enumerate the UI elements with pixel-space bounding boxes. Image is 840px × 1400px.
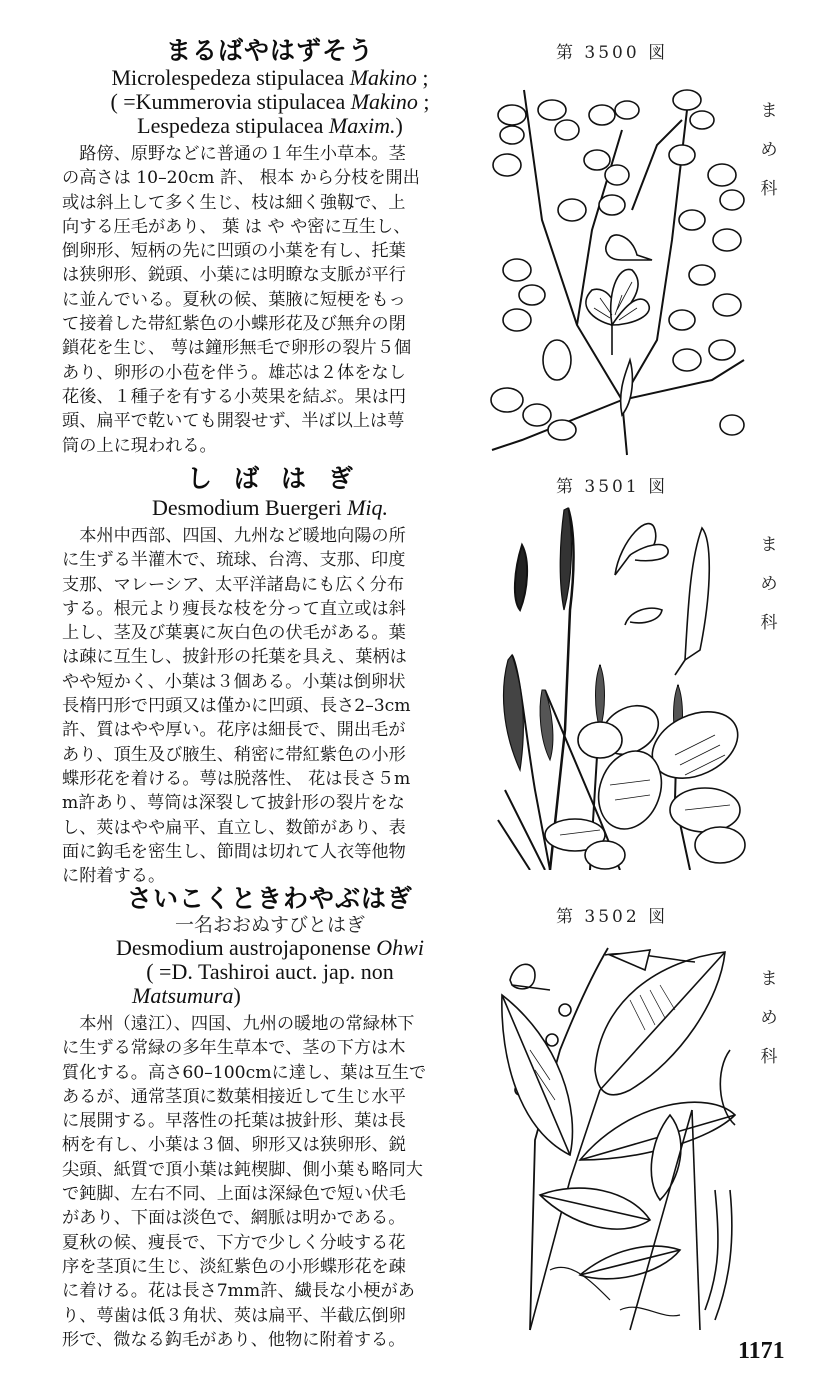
scientific-name-line xyxy=(62,936,478,960)
description-line: 面に鈎毛を密生し、節間は切れて人衣等他物 xyxy=(62,841,406,862)
description-line: 鎖花を生じ、 萼は鐘形無毛で卵形の裂片５個 xyxy=(62,338,412,359)
sci-suffix: ; xyxy=(416,65,429,90)
description-line: 夏秋の候、痩長で、下方で少しく分岐する花 xyxy=(62,1232,406,1253)
sci-roman: Desmodium Buergeri xyxy=(151,495,348,520)
description-line: 蝶形花を着ける。萼は脱落性、 花は長さ５m xyxy=(62,768,411,789)
figure-label-3500: 第 3500 図 xyxy=(556,43,669,63)
description-line: に附着する。 xyxy=(62,866,166,887)
description-line: 長楕円形で円頭又は僅かに凹頭、長さ2–3cm xyxy=(62,696,411,717)
description-line: 頭、扁平で乾いても開裂せず、半ば以上は萼 xyxy=(62,411,405,432)
scientific-name-line xyxy=(62,66,478,90)
description xyxy=(62,142,478,458)
sci-roman: Desmodium austrojaponense xyxy=(116,935,377,960)
family-label-char: め xyxy=(760,574,778,594)
scientific-name-line xyxy=(62,114,478,138)
family-label-char: ま xyxy=(760,969,778,989)
description-line: 支那、マレーシア、太平洋諸島にも広く分布 xyxy=(62,574,405,595)
description-line: 上し、茎及び葉裏に灰白色の伏毛がある。葉 xyxy=(62,623,406,644)
description-line: に並んでいる。夏秋の候、葉腋に短梗をもっ xyxy=(62,289,406,310)
scientific-name-line xyxy=(62,496,478,520)
description-line: やや短かく、小葉は３個ある。小葉は倒卵状 xyxy=(62,671,406,692)
family-label-char: 科 xyxy=(760,179,778,199)
description-line: あり、頂生及び腋生、稍密に帯紅紫色の小形 xyxy=(62,744,406,765)
description-line: m許あり、萼筒は深裂して披針形の裂片をな xyxy=(62,793,405,814)
description-line: り、萼歯は低３角状、莢は扁平、半截広倒卵 xyxy=(62,1305,406,1326)
description-line: に生ずる半灌木で、琉球、台湾、支那、印度 xyxy=(62,550,406,571)
figure-label-3502: 第 3502 図 xyxy=(556,907,669,927)
scientific-name-line xyxy=(62,960,478,984)
sci-author: Makino xyxy=(350,89,418,114)
description-line: 路傍、原野などに普通の１年生小草本。茎 xyxy=(62,144,406,164)
description-line: に着ける。花は長さ7mm許、繊長な小梗があ xyxy=(62,1281,415,1302)
description-line: 花後、１種子を有する小莢果を結ぶ。果は円 xyxy=(62,386,407,407)
japanese-name: まるばやはずそう xyxy=(165,36,374,65)
description-line: 許、質はやや厚い。花序は細長で、開出毛が xyxy=(62,720,406,741)
family-label-char: め xyxy=(760,140,778,160)
sci-author: Makino xyxy=(349,65,417,90)
entry-3500 xyxy=(62,36,478,458)
description-line: は狭卵形、鋭頭、小葉には明瞭な支脈が平行 xyxy=(62,265,406,286)
description-line: 本州（遠江）、四国、九州の暖地の常緑林下 xyxy=(62,1014,415,1034)
description-line: 向する圧毛があり、 葉 は や や密に互生し、 xyxy=(62,216,411,237)
sci-roman: Lespedeza stipulacea xyxy=(137,113,329,138)
description-line: て接着した帯紅紫色の小蝶形花及び無弁の閉 xyxy=(62,314,406,335)
sci-suffix: ; xyxy=(417,89,430,114)
alternate-name: 一名おおぬすびとはぎ xyxy=(174,914,365,936)
description xyxy=(62,524,478,888)
scientific-name-line xyxy=(62,90,478,114)
description-line: あり、卵形の小苞を伴う。雄芯は２体をなし xyxy=(62,362,406,383)
family-label-char: 科 xyxy=(760,613,778,633)
description-line: 或は斜上して多く生じ、枝は細く強靱で、上 xyxy=(62,192,406,213)
description-line: があり、下面は淡色で、網脈は明かである。 xyxy=(62,1208,406,1229)
sci-author: Maxim. xyxy=(328,113,396,138)
figure-label-3501: 第 3501 図 xyxy=(556,477,669,497)
description-line: に生ずる常緑の多年生草本で、茎の下方は木 xyxy=(62,1038,406,1059)
description-line: 尖頭、紙質で頂小葉は鈍楔脚、側小葉も略同大 xyxy=(62,1159,423,1180)
sci-suffix: ) xyxy=(395,113,403,138)
sci-roman: ( =Kummerovia stipulacea xyxy=(110,89,351,114)
sci-roman: ( =D. Tashiroi auct. jap. non xyxy=(146,959,394,984)
sci-author: Matsumura xyxy=(132,983,234,1008)
plant-illustration-3500 xyxy=(482,70,762,460)
family-label-char: め xyxy=(760,1008,778,1028)
description-line: し、莢はやや扁平、直立し、数節があり、表 xyxy=(62,817,406,838)
description-line: は疎に互生し、披針形の托葉を具え、葉柄は xyxy=(62,647,407,668)
description-line: で鈍脚、左右不同、上面は深緑色で短い伏毛 xyxy=(62,1184,406,1205)
description xyxy=(62,1012,478,1352)
description-line: 形で、微なる鈎毛があり、他物に附着する。 xyxy=(62,1329,406,1350)
description-line: 本州中西部、四国、九州など暖地向陽の所 xyxy=(62,526,406,546)
page-number: 1171 xyxy=(738,1338,785,1364)
description-line: 筒の上に現われる。 xyxy=(62,435,217,456)
description-line: 倒卵形、短柄の先に凹頭の小葉を有し、托葉 xyxy=(62,241,406,262)
description-line: 柄を有し、小葉は３個、卵形又は狭卵形、鋭 xyxy=(62,1135,406,1156)
description-line: の高さは 10–20cm 許、 根本 から分枝を開出 xyxy=(62,168,420,189)
sci-author: Ohwi xyxy=(376,935,424,960)
entry-3502 xyxy=(62,884,478,1352)
sci-roman: Microlespedeza stipulacea xyxy=(111,65,350,90)
sci-suffix: ) xyxy=(233,983,241,1008)
entry-3501 xyxy=(62,464,478,888)
description-line: 序を茎頂に生じ、淡紅紫色の小形蝶形花を疎 xyxy=(62,1256,406,1277)
scientific-name-line xyxy=(62,984,478,1008)
plant-illustration-3501 xyxy=(490,500,770,870)
family-label-char: 科 xyxy=(760,1047,778,1067)
sci-author: Miq. xyxy=(347,495,389,520)
japanese-name: さいこくときわやぶはぎ xyxy=(126,884,413,913)
description-line: に展開する。早落性の托葉は披針形、葉は長 xyxy=(62,1111,406,1132)
description-line: する。根元より痩長な枝を分って直立或は斜 xyxy=(62,598,406,619)
description-line: 質化する。高さ60–100cmに達し、葉は互生で xyxy=(62,1062,427,1083)
family-label-char: ま xyxy=(760,535,778,555)
plant-illustration-3502 xyxy=(490,940,770,1340)
description-line: あるが、通常茎頂に数葉相接近して生じ水平 xyxy=(62,1086,406,1107)
family-label-char: ま xyxy=(760,101,778,121)
japanese-name: しばはぎ xyxy=(186,464,375,493)
